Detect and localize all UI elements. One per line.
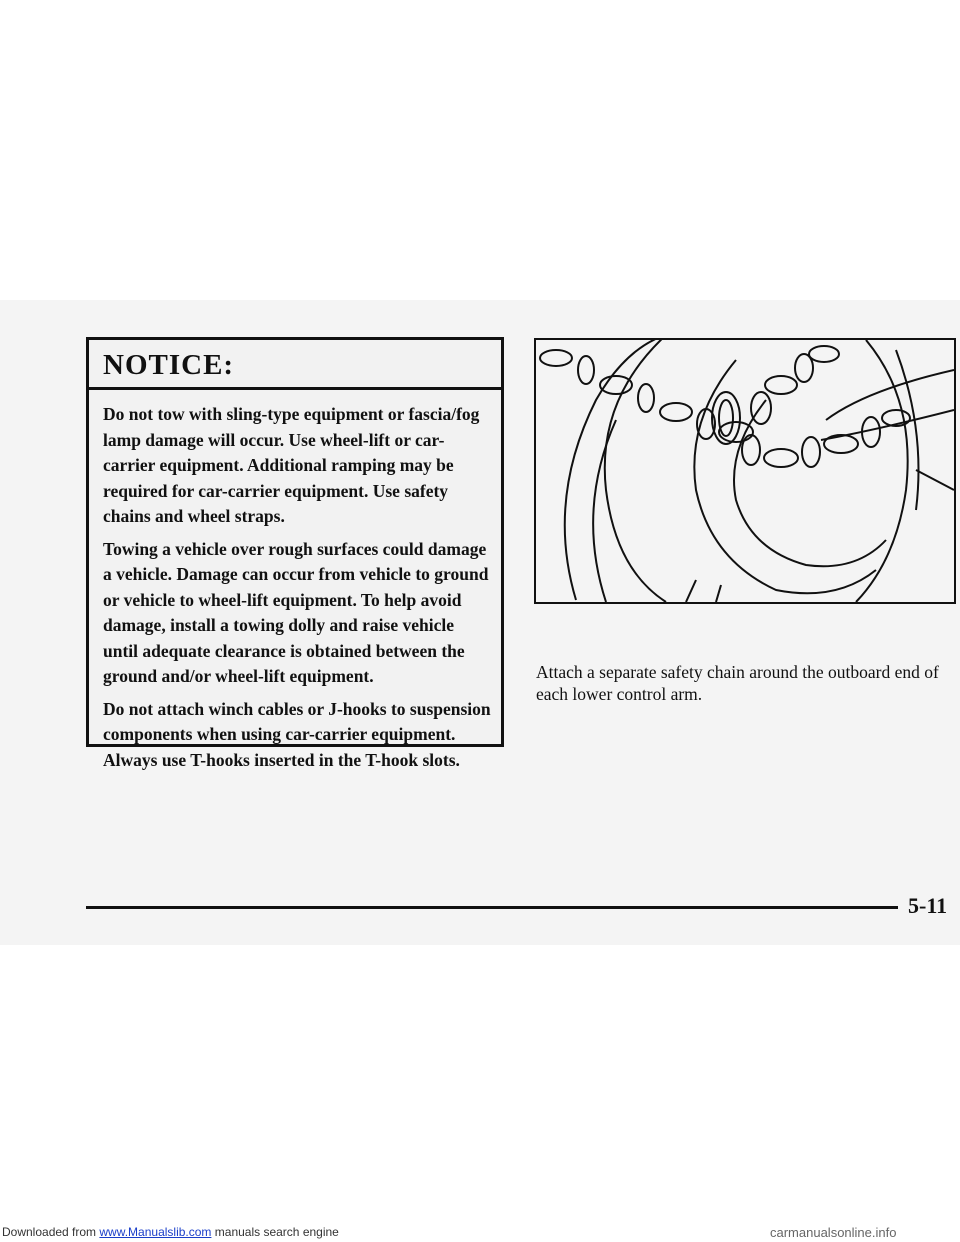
footer-suffix: manuals search engine: [211, 1225, 339, 1239]
page-number: 5-11: [908, 893, 948, 918]
watermark: carmanualsonline.info: [770, 1225, 897, 1240]
notice-title: NOTICE:: [103, 349, 235, 381]
footer-text: [2, 1225, 339, 1239]
notice-paragraph-3: Do not attach winch cables or J-hooks to suspension components when using car-carrier equipment. Always use T-hooks inserted in the T-hook slots.: [103, 698, 491, 770]
footer-prefix: Downloaded from: [2, 1225, 100, 1239]
safety-chain-illustration: [534, 338, 956, 604]
top-margin: [0, 0, 960, 300]
footer-rule: [86, 906, 898, 909]
notice-body: [89, 390, 501, 773]
notice-paragraph-1: Do not tow with sling-type equipment or fascia/fog lamp damage will occur. Use wheel-lift or car-carrier equipment. Additional ramping may be required for car-carrier equipment. Use safety chains and wheel straps.: [103, 404, 480, 526]
figure-caption: Attach a separate safety chain around the outboard end of each lower control arm.: [536, 662, 939, 704]
notice-paragraph-2: Towing a vehicle over rough surfaces could damage a vehicle. Damage can occur from vehicle to ground or vehicle to wheel-lift equipment. To help avoid damage, install a towing dolly and raise vehicle until adequate clearance is obtained between the ground and/or wheel-lift equipment.: [103, 538, 489, 686]
notice-box: [86, 337, 504, 770]
notice-header: [89, 340, 501, 390]
chain-icon: [536, 340, 954, 602]
download-footer: [0, 1224, 960, 1242]
manualslib-link[interactable]: www.Manualslib.com: [99, 1225, 212, 1239]
